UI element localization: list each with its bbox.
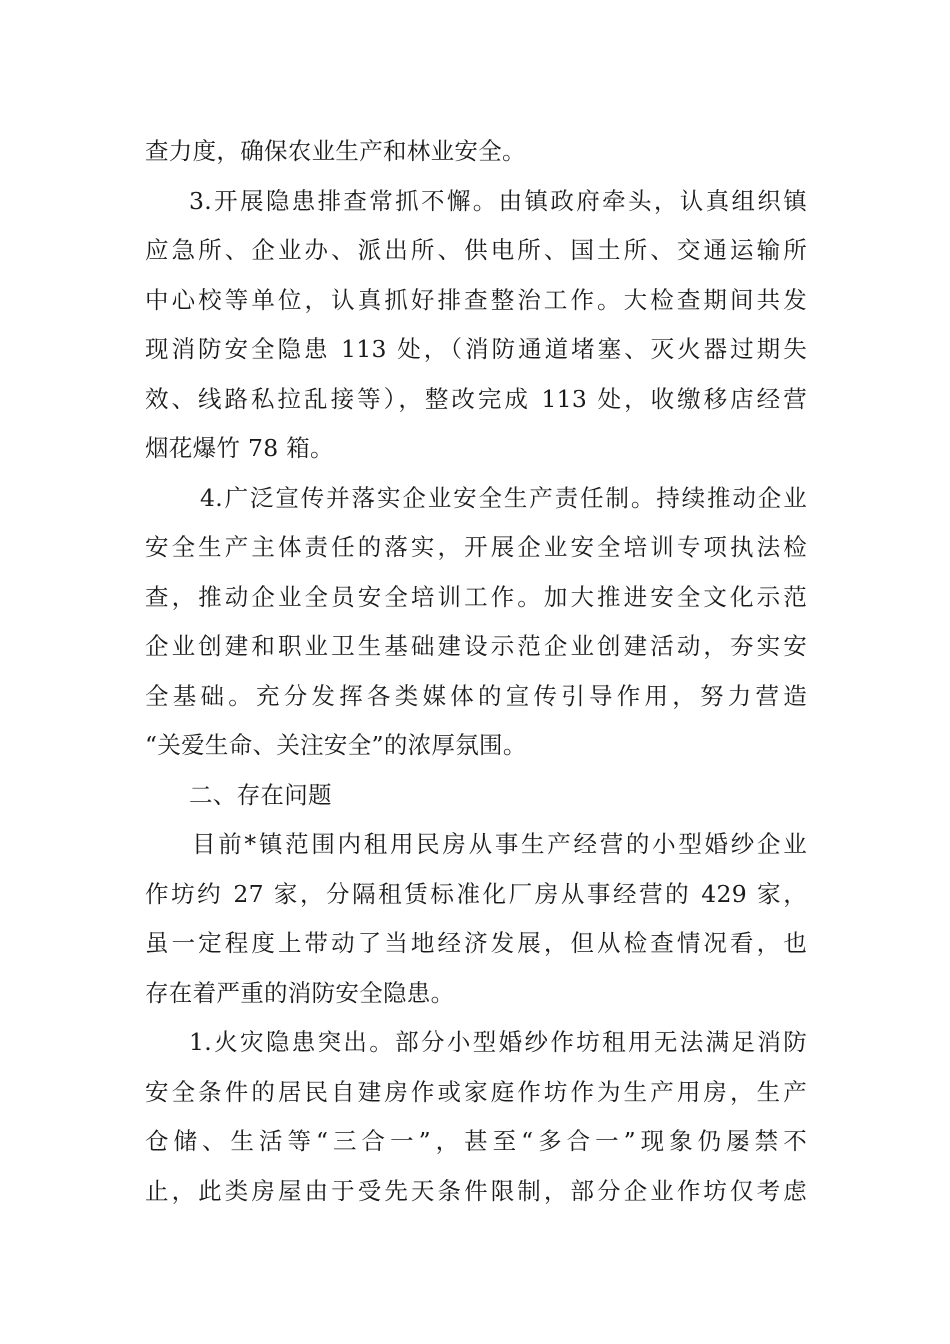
text-line: 3.开展隐患排查常抓不懈。由镇政府牵头，认真组织镇 [189, 186, 807, 215]
text-line: 安全生产主体责任的落实，开展企业安全培训专项执法检 [145, 533, 807, 561]
text-line: 查，推动企业全员安全培训工作。加大推进安全文化示范 [145, 582, 807, 611]
text-line: 查力度，确保农业生产和林业安全。 [145, 137, 526, 165]
text-line: 止，此类房屋由于受先天条件限制，部分企业作坊仅考虑 [145, 1176, 807, 1205]
text-line: 仓储、生活等“三合一”，甚至“多合一”现象仍屡禁不 [145, 1127, 807, 1155]
text-line: 效、线路私拉乱接等），整改完成 113 处，收缴移店经营 [145, 384, 807, 413]
text-line: 存在着严重的消防安全隐患。 [145, 978, 455, 1007]
document-body [145, 127, 807, 1216]
text-line: 中心校等单位，认真抓好排查整治工作。大检查期间共发 [145, 285, 807, 314]
text-line: 应急所、企业办、派出所、供电所、国土所、交通运输所 [145, 236, 807, 264]
text-line: 企业创建和职业卫生基础建设示范企业创建活动，夯实安 [145, 632, 807, 660]
text-line: “关爱生命、关注安全”的浓厚氛围。 [145, 731, 527, 759]
text-line: 1.火灾隐患突出。部分小型婚纱作坊租用无法满足消防 [189, 1028, 807, 1056]
text-line: 4.广泛宣传并落实企业安全生产责任制。持续推动企业 [200, 483, 807, 512]
text-line: 目前*镇范围内租用民房从事生产经营的小型婚纱企业 [192, 830, 807, 858]
text-line: 现消防安全隐患 113 处，（消防通道堵塞、灭火器过期失 [145, 335, 807, 363]
text-line: 全基础。充分发挥各类媒体的宣传引导作用，努力营造 [145, 681, 807, 710]
text-line: 安全条件的居民自建房作或家庭作坊作为生产用房，生产 [145, 1077, 807, 1106]
text-line: 烟花爆竹 78 箱。 [145, 434, 334, 462]
text-line: 虽一定程度上带动了当地经济发展，但从检查情况看，也 [145, 929, 807, 957]
text-line: 二、存在问题 [189, 780, 332, 809]
text-line: 作坊约 27 家，分隔租赁标准化厂房从事经营的 429 家， [145, 879, 807, 908]
